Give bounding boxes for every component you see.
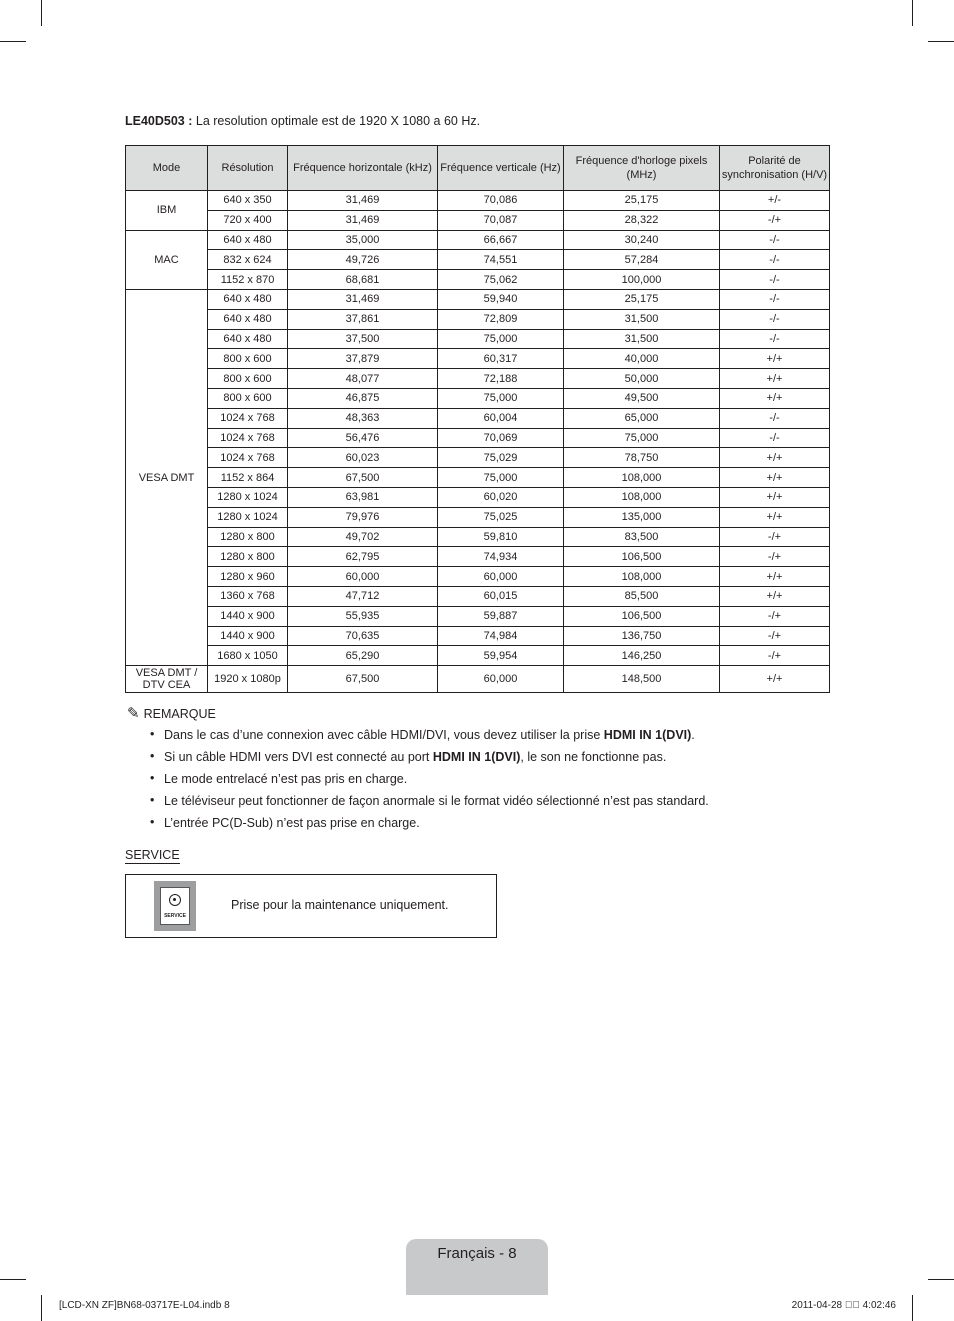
pixel-clock-cell: 148,500 xyxy=(564,666,720,693)
sync-polarity-cell: -/- xyxy=(720,230,830,250)
sync-polarity-cell: -/+ xyxy=(720,606,830,626)
note-list xyxy=(150,726,709,836)
table-row xyxy=(126,487,830,507)
horizontal-frequency-cell: 67,500 xyxy=(288,666,438,693)
mode-cell: MAC xyxy=(126,230,208,289)
pixel-clock-cell: 136,750 xyxy=(564,626,720,646)
pixel-clock-cell: 85,500 xyxy=(564,586,720,606)
vertical-frequency-cell: 59,887 xyxy=(438,606,564,626)
header-sync-polarity: Polarité de synchronisation (H/V) xyxy=(720,146,830,191)
sync-polarity-cell: +/+ xyxy=(720,507,830,527)
table-row xyxy=(126,507,830,527)
header-mode: Mode xyxy=(126,146,208,191)
resolution-cell: 640 x 480 xyxy=(208,309,288,329)
note-item-bold: HDMI IN 1(DVI) xyxy=(603,728,692,742)
sync-polarity-cell: -/- xyxy=(720,428,830,448)
vertical-frequency-cell: 66,667 xyxy=(438,230,564,250)
vertical-frequency-cell: 74,984 xyxy=(438,626,564,646)
header-vertical-frequency: Fréquence verticale (Hz) xyxy=(438,146,564,191)
note-item-bold: HDMI IN 1(DVI) xyxy=(432,750,521,764)
resolution-cell: 1280 x 800 xyxy=(208,527,288,547)
resolution-cell: 1280 x 1024 xyxy=(208,507,288,527)
horizontal-frequency-cell: 62,795 xyxy=(288,547,438,567)
horizontal-frequency-cell: 70,635 xyxy=(288,626,438,646)
horizontal-frequency-cell: 49,702 xyxy=(288,527,438,547)
vertical-frequency-cell: 74,551 xyxy=(438,250,564,270)
table-row xyxy=(126,626,830,646)
resolution-cell: 720 x 400 xyxy=(208,210,288,230)
mode-cell: VESA DMT / DTV CEA xyxy=(126,666,208,693)
resolution-cell: 1680 x 1050 xyxy=(208,646,288,666)
vertical-frequency-cell: 70,087 xyxy=(438,210,564,230)
vertical-frequency-cell: 74,934 xyxy=(438,547,564,567)
pixel-clock-cell: 106,500 xyxy=(564,547,720,567)
note-item xyxy=(150,792,709,814)
crop-mark xyxy=(912,0,913,26)
vertical-frequency-cell: 59,810 xyxy=(438,527,564,547)
horizontal-frequency-cell: 37,879 xyxy=(288,349,438,369)
resolution-cell: 1920 x 1080p xyxy=(208,666,288,693)
pixel-clock-cell: 25,175 xyxy=(564,289,720,309)
pixel-clock-cell: 31,500 xyxy=(564,329,720,349)
vertical-frequency-cell: 60,004 xyxy=(438,408,564,428)
note-item xyxy=(150,748,709,770)
table-row xyxy=(126,547,830,567)
mode-cell: IBM xyxy=(126,191,208,231)
service-icon-label: SERVICE xyxy=(164,913,186,919)
model-name: LE40D503 : xyxy=(125,114,193,128)
pixel-clock-cell: 40,000 xyxy=(564,349,720,369)
horizontal-frequency-cell: 35,000 xyxy=(288,230,438,250)
sync-polarity-cell: +/+ xyxy=(720,448,830,468)
header-horizontal-frequency: Fréquence horizontale (kHz) xyxy=(288,146,438,191)
table-row xyxy=(126,468,830,488)
horizontal-frequency-cell: 31,469 xyxy=(288,191,438,211)
note-item-pre: Le mode entrelacé n’est pas pris en charge. xyxy=(164,772,408,786)
sync-polarity-cell: +/+ xyxy=(720,487,830,507)
note-item-pre: Le téléviseur peut fonctionner de façon anormale si le format vidéo sélectionné n’est pas standard. xyxy=(164,794,709,808)
pixel-clock-cell: 146,250 xyxy=(564,646,720,666)
sync-polarity-cell: -/+ xyxy=(720,646,830,666)
sync-polarity-cell: +/+ xyxy=(720,388,830,408)
pixel-clock-cell: 83,500 xyxy=(564,527,720,547)
resolution-cell: 1280 x 800 xyxy=(208,547,288,567)
pencil-icon: ✎ xyxy=(127,705,140,722)
table-header-row xyxy=(126,146,830,191)
pixel-clock-cell: 106,500 xyxy=(564,606,720,626)
vertical-frequency-cell: 70,086 xyxy=(438,191,564,211)
resolution-cell: 640 x 480 xyxy=(208,230,288,250)
table-row xyxy=(126,388,830,408)
service-heading: SERVICE xyxy=(125,848,180,862)
resolution-cell: 640 x 480 xyxy=(208,329,288,349)
horizontal-frequency-cell: 65,290 xyxy=(288,646,438,666)
crop-mark xyxy=(928,41,954,42)
resolution-cell: 640 x 480 xyxy=(208,289,288,309)
resolution-cell: 1152 x 864 xyxy=(208,468,288,488)
sync-polarity-cell: -/- xyxy=(720,250,830,270)
horizontal-frequency-cell: 31,469 xyxy=(288,210,438,230)
sync-polarity-cell: -/+ xyxy=(720,547,830,567)
crop-mark xyxy=(0,1279,26,1280)
pixel-clock-cell: 49,500 xyxy=(564,388,720,408)
table-row xyxy=(126,646,830,666)
resolution-cell: 1280 x 1024 xyxy=(208,487,288,507)
sync-polarity-cell: +/+ xyxy=(720,567,830,587)
pixel-clock-cell: 25,175 xyxy=(564,191,720,211)
table-row xyxy=(126,250,830,270)
table-row xyxy=(126,428,830,448)
resolution-cell: 800 x 600 xyxy=(208,388,288,408)
table-row xyxy=(126,289,830,309)
horizontal-frequency-cell: 49,726 xyxy=(288,250,438,270)
pixel-clock-cell: 75,000 xyxy=(564,428,720,448)
pixel-clock-cell: 57,284 xyxy=(564,250,720,270)
note-item xyxy=(150,814,709,836)
resolution-cell: 1024 x 768 xyxy=(208,448,288,468)
resolution-cell: 800 x 600 xyxy=(208,369,288,389)
resolution-cell: 1440 x 900 xyxy=(208,606,288,626)
page-number-tab xyxy=(406,1239,548,1295)
crop-mark xyxy=(928,1279,954,1280)
horizontal-frequency-cell: 55,935 xyxy=(288,606,438,626)
table-row xyxy=(126,408,830,428)
vertical-frequency-cell: 70,069 xyxy=(438,428,564,448)
sync-polarity-cell: -/- xyxy=(720,289,830,309)
mode-cell: VESA DMT xyxy=(126,289,208,665)
note-title: REMARQUE xyxy=(143,707,216,721)
sync-polarity-cell: +/+ xyxy=(720,468,830,488)
vertical-frequency-cell: 75,000 xyxy=(438,468,564,488)
intro-line xyxy=(125,114,480,128)
sync-polarity-cell: -/- xyxy=(720,408,830,428)
pixel-clock-cell: 100,000 xyxy=(564,270,720,290)
sync-polarity-cell: -/+ xyxy=(720,527,830,547)
sync-polarity-cell: -/+ xyxy=(720,210,830,230)
pixel-clock-cell: 78,750 xyxy=(564,448,720,468)
crop-mark xyxy=(0,41,26,42)
vertical-frequency-cell: 75,025 xyxy=(438,507,564,527)
note-heading xyxy=(127,704,216,722)
horizontal-frequency-cell: 60,023 xyxy=(288,448,438,468)
intro-text: La resolution optimale est de 1920 X 1080 a 60 Hz. xyxy=(192,114,481,128)
table-row xyxy=(126,191,830,211)
note-item-post: . xyxy=(691,728,695,742)
pixel-clock-cell: 108,000 xyxy=(564,567,720,587)
table-row xyxy=(126,329,830,349)
note-item-post: , le son ne fonctionne pas. xyxy=(520,750,667,764)
table-row xyxy=(126,606,830,626)
note-item-pre: L’entrée PC(D-Sub) n’est pas prise en charge. xyxy=(164,816,420,830)
sync-polarity-cell: +/+ xyxy=(720,666,830,693)
pixel-clock-cell: 28,322 xyxy=(564,210,720,230)
table-row xyxy=(126,369,830,389)
header-resolution: Résolution xyxy=(208,146,288,191)
table-row xyxy=(126,567,830,587)
horizontal-frequency-cell: 48,077 xyxy=(288,369,438,389)
horizontal-frequency-cell: 63,981 xyxy=(288,487,438,507)
horizontal-frequency-cell: 68,681 xyxy=(288,270,438,290)
vertical-frequency-cell: 60,015 xyxy=(438,586,564,606)
horizontal-frequency-cell: 47,712 xyxy=(288,586,438,606)
resolution-table xyxy=(125,145,830,693)
service-port-frame xyxy=(160,887,190,925)
note-item xyxy=(150,726,709,748)
resolution-cell: 1152 x 870 xyxy=(208,270,288,290)
vertical-frequency-cell: 75,000 xyxy=(438,329,564,349)
horizontal-frequency-cell: 37,861 xyxy=(288,309,438,329)
vertical-frequency-cell: 59,954 xyxy=(438,646,564,666)
note-item xyxy=(150,770,709,792)
vertical-frequency-cell: 60,317 xyxy=(438,349,564,369)
table-row xyxy=(126,309,830,329)
pixel-clock-cell: 135,000 xyxy=(564,507,720,527)
crop-mark xyxy=(41,1295,42,1321)
pixel-clock-cell: 31,500 xyxy=(564,309,720,329)
vertical-frequency-cell: 59,940 xyxy=(438,289,564,309)
port-jack-icon xyxy=(169,894,181,906)
vertical-frequency-cell: 75,029 xyxy=(438,448,564,468)
resolution-cell: 1280 x 960 xyxy=(208,567,288,587)
table-row xyxy=(126,349,830,369)
vertical-frequency-cell: 72,188 xyxy=(438,369,564,389)
crop-mark xyxy=(41,0,42,26)
resolution-cell: 1024 x 768 xyxy=(208,428,288,448)
table-row xyxy=(126,666,830,693)
footer-file-info: [LCD-XN ZF]BN68-03717E-L04.indb 8 xyxy=(59,1300,230,1311)
resolution-cell: 832 x 624 xyxy=(208,250,288,270)
page-label: Français - 8 xyxy=(437,1245,517,1262)
horizontal-frequency-cell: 46,875 xyxy=(288,388,438,408)
horizontal-frequency-cell: 60,000 xyxy=(288,567,438,587)
crop-mark xyxy=(912,1295,913,1321)
pixel-clock-cell: 30,240 xyxy=(564,230,720,250)
pixel-clock-cell: 65,000 xyxy=(564,408,720,428)
horizontal-frequency-cell: 67,500 xyxy=(288,468,438,488)
footer-timestamp: 2011-04-28    4:02:46 xyxy=(791,1300,896,1311)
resolution-cell: 1440 x 900 xyxy=(208,626,288,646)
pixel-clock-cell: 108,000 xyxy=(564,487,720,507)
sync-polarity-cell: -/- xyxy=(720,270,830,290)
horizontal-frequency-cell: 37,500 xyxy=(288,329,438,349)
sync-polarity-cell: +/- xyxy=(720,191,830,211)
vertical-frequency-cell: 75,062 xyxy=(438,270,564,290)
resolution-cell: 640 x 350 xyxy=(208,191,288,211)
vertical-frequency-cell: 75,000 xyxy=(438,388,564,408)
horizontal-frequency-cell: 79,976 xyxy=(288,507,438,527)
resolution-cell: 1360 x 768 xyxy=(208,586,288,606)
resolution-cell: 1024 x 768 xyxy=(208,408,288,428)
table-row xyxy=(126,230,830,250)
header-pixel-clock: Fréquence d'horloge pixels (MHz) xyxy=(564,146,720,191)
table-row xyxy=(126,448,830,468)
horizontal-frequency-cell: 31,469 xyxy=(288,289,438,309)
sync-polarity-cell: +/+ xyxy=(720,369,830,389)
vertical-frequency-cell: 60,000 xyxy=(438,666,564,693)
horizontal-frequency-cell: 56,476 xyxy=(288,428,438,448)
horizontal-frequency-cell: 48,363 xyxy=(288,408,438,428)
resolution-cell: 800 x 600 xyxy=(208,349,288,369)
service-description: Prise pour la maintenance uniquement. xyxy=(231,898,449,912)
vertical-frequency-cell: 60,020 xyxy=(438,487,564,507)
table-row xyxy=(126,527,830,547)
sync-polarity-cell: +/+ xyxy=(720,349,830,369)
table-row xyxy=(126,210,830,230)
table-row xyxy=(126,270,830,290)
sync-polarity-cell: -/- xyxy=(720,309,830,329)
table-row xyxy=(126,586,830,606)
vertical-frequency-cell: 72,809 xyxy=(438,309,564,329)
vertical-frequency-cell: 60,000 xyxy=(438,567,564,587)
sync-polarity-cell: -/- xyxy=(720,329,830,349)
service-port-icon xyxy=(154,881,196,931)
note-item-pre: Dans le cas d’une connexion avec câble HDMI/DVI, vous devez utiliser la prise xyxy=(164,728,604,742)
pixel-clock-cell: 50,000 xyxy=(564,369,720,389)
pixel-clock-cell: 108,000 xyxy=(564,468,720,488)
service-box xyxy=(125,874,497,938)
note-item-pre: Si un câble HDMI vers DVI est connecté au port xyxy=(164,750,433,764)
sync-polarity-cell: -/+ xyxy=(720,626,830,646)
sync-polarity-cell: +/+ xyxy=(720,586,830,606)
table-body xyxy=(126,191,830,693)
